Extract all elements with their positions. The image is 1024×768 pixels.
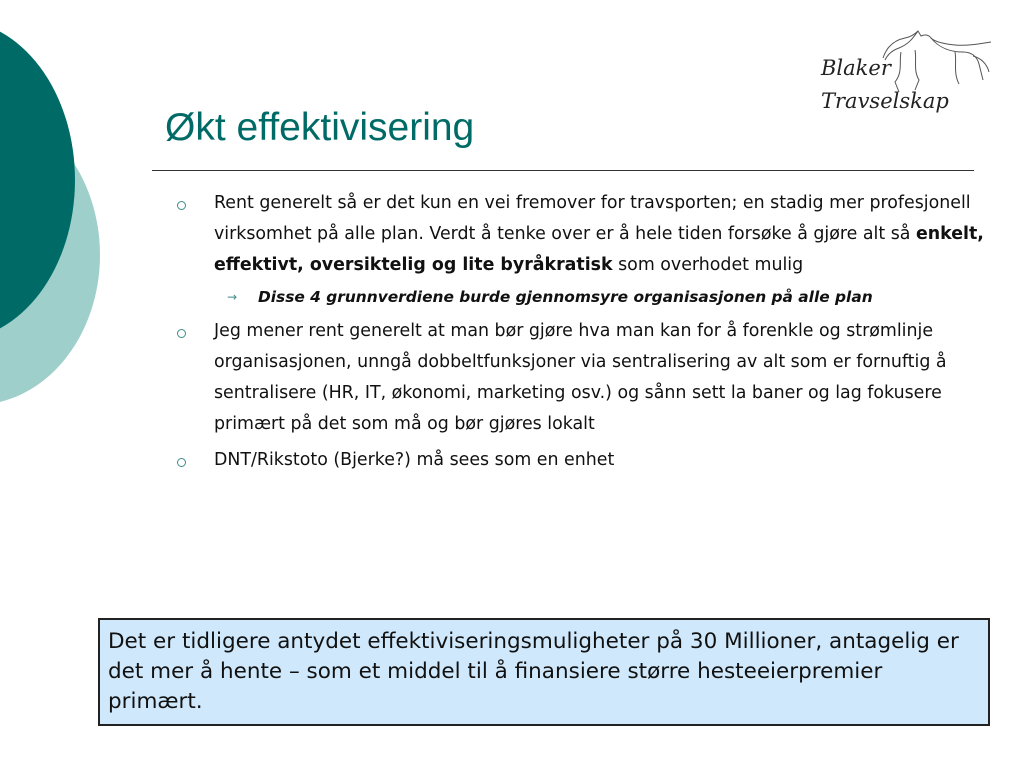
- bullet-text: DNT/Rikstoto (Bjerke?) må sees som en enhet: [214, 450, 615, 470]
- bullet-text-end: som overhodet mulig: [612, 255, 804, 275]
- logo-line1: Blaker: [821, 56, 891, 80]
- bullet-circle-icon: [177, 458, 186, 467]
- blaker-travselskap-logo: [815, 28, 995, 123]
- bullet-item: [172, 316, 984, 440]
- bullet-text: Jeg mener rent generelt at man bør gjøre hva man kan for å forenkle og strømlinje organisasjonen, unngå dobbeltfunksjoner via sentralisering av alt som er fornuftig å sentralisere (HR, IT, økonomi, marketing osv.) og sånn sett la baner og lag fokusere primært på det som må og bør gjøres lokalt: [214, 321, 947, 434]
- slide-title: Økt effektivisering: [165, 106, 475, 149]
- arrow-icon: →: [227, 290, 238, 304]
- sub-bullet-text: Disse 4 grunnverdiene burde gjennomsyre organisasjonen på alle plan: [258, 288, 873, 306]
- logo-line2: Travselskap: [821, 89, 949, 113]
- callout-box: Det er tidligere antydet effektiviseringsmuligheter på 30 Millioner, antagelig er det mer å hente – som et middel til å finansiere større hesteeierpremier primært.: [98, 618, 990, 726]
- bullet-item: [172, 188, 984, 281]
- sub-bullet-item: [172, 283, 984, 311]
- bullet-item: [172, 445, 984, 476]
- bullet-circle-icon: [177, 329, 186, 338]
- bullet-bold-text: enkelt, effektivt, oversiktelig og lite byråkratisk: [214, 224, 984, 275]
- slide-content: [172, 188, 984, 476]
- bullet-text: Rent generelt så er det kun en vei fremover for travsporten; en stadig mer profesjonell virksomhet på alle plan. Verdt å tenke over er å hele tiden forsøke å gjøre alt så: [214, 193, 971, 244]
- bullet-circle-icon: [177, 201, 186, 210]
- title-divider: [152, 170, 974, 171]
